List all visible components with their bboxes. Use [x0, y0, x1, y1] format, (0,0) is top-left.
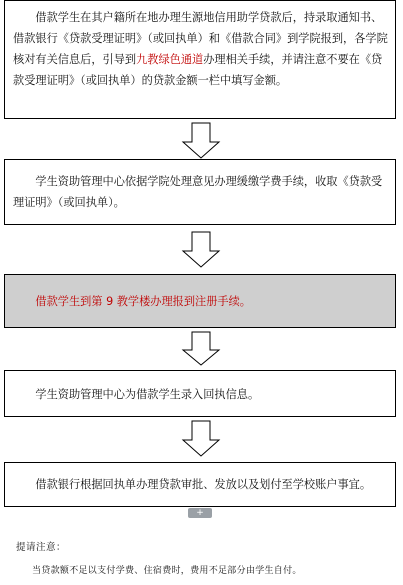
- expand-button[interactable]: +: [188, 508, 212, 518]
- down-arrow-icon: [181, 420, 221, 458]
- step1-text: 借款学生在其户籍所在地办理生源地信用助学贷款后，持录取通知书、借款银行《贷款受理证明》（或回执单）和《借款合同》到学院报到，各学院核对有关信息后，引导到九教绿色通道办理相关手续，并请注意不要在《贷款受理证明》（或回执单）的贷款金额一栏中填写金额。: [13, 11, 388, 87]
- down-arrow-icon: [181, 231, 221, 269]
- step3-box: [4, 274, 396, 328]
- step2-box: [4, 159, 396, 225]
- step5-box: [4, 462, 396, 507]
- step5-text: 借款银行根据回执单办理贷款审批、发放以及划付至学校账户事宜。: [35, 478, 372, 491]
- step4-text: 学生资助管理中心为借款学生录入回执信息。: [35, 388, 260, 401]
- down-arrow-icon: [181, 331, 221, 367]
- step4-box: [4, 370, 396, 417]
- step3-text: 借款学生到第 9 教学楼办理报到注册手续。: [35, 295, 251, 308]
- down-arrow-icon: [181, 122, 221, 160]
- step2-text: 学生资助管理中心依据学院处理意见办理缓缴学费手续，收取《贷款受理证明》（或回执单）。: [13, 175, 383, 209]
- note-text: 当贷款额不足以支付学费、住宿费时，费用不足部分由学生自付。: [32, 566, 302, 576]
- note-title: 提请注意：: [16, 542, 67, 553]
- step1-box: [4, 0, 396, 119]
- green-channel-highlight: 九教绿色通道: [136, 53, 204, 66]
